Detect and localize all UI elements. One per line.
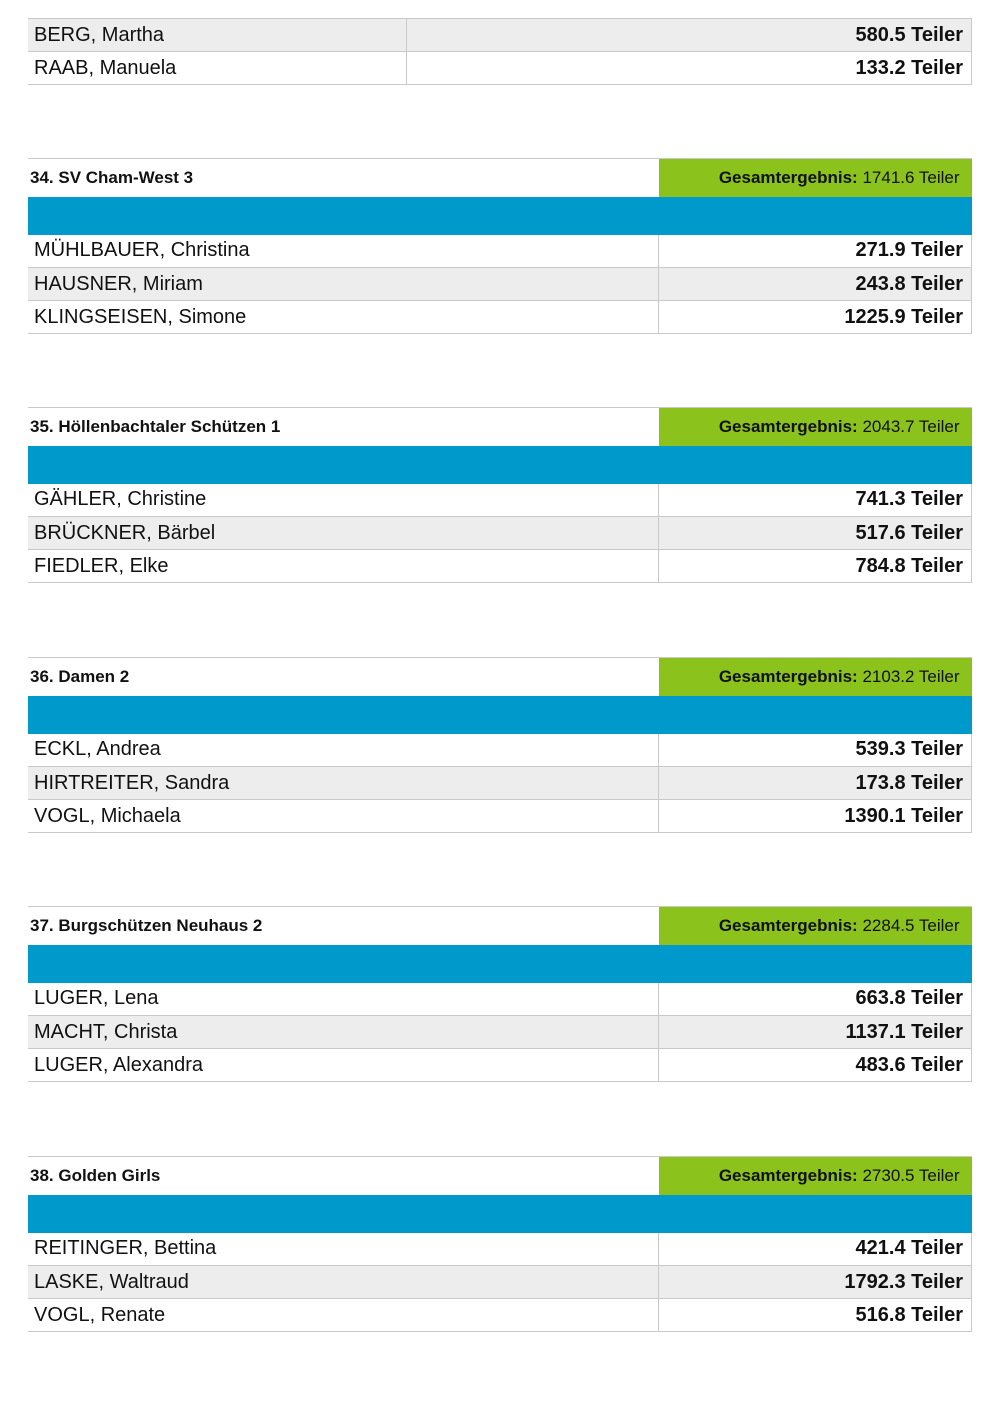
table-row (28, 734, 972, 767)
table-row (28, 983, 972, 1016)
total-label: Gesamtergebnis: (718, 1165, 858, 1185)
table-row (28, 19, 972, 52)
participant-name: BRÜCKNER, Bärbel (28, 517, 659, 550)
team-header (28, 408, 972, 446)
table-row (28, 800, 972, 833)
total-value: 1741.6 Teiler (862, 167, 960, 187)
table-row (28, 484, 972, 517)
participant-score: 539.3 Teiler (659, 734, 972, 767)
participant-score: 580.5 Teiler (406, 19, 972, 52)
participant-score: 243.8 Teiler (659, 268, 972, 301)
participant-name: VOGL, Michaela (28, 800, 659, 833)
table-row (28, 268, 972, 301)
participant-score: 173.8 Teiler (659, 767, 972, 800)
team-table (28, 1156, 972, 1332)
participant-name: MÜHLBAUER, Christina (28, 235, 659, 268)
participant-score: 516.8 Teiler (659, 1299, 972, 1332)
team-color-bar (28, 696, 972, 734)
table-row (28, 550, 972, 583)
participant-name: MACHT, Christa (28, 1016, 659, 1049)
table-row (28, 235, 972, 268)
team-color-bar (28, 446, 972, 484)
table-row (28, 1266, 972, 1299)
table-row (28, 1049, 972, 1082)
team-total (659, 1157, 972, 1195)
team-header (28, 658, 972, 696)
team-header (28, 1157, 972, 1195)
team-title: 35. Höllenbachtaler Schützen 1 (28, 408, 659, 446)
participant-score: 741.3 Teiler (659, 484, 972, 517)
participant-score: 421.4 Teiler (659, 1233, 972, 1266)
total-label: Gesamtergebnis: (718, 666, 858, 686)
team-total (659, 658, 972, 696)
team-color-bar (28, 945, 972, 983)
participant-name: ECKL, Andrea (28, 734, 659, 767)
participant-score: 271.9 Teiler (659, 235, 972, 268)
participant-name: VOGL, Renate (28, 1299, 659, 1332)
team-title: 37. Burgschützen Neuhaus 2 (28, 907, 659, 945)
participant-score: 1225.9 Teiler (659, 301, 972, 334)
team-title: 38. Golden Girls (28, 1157, 659, 1195)
participant-score: 1137.1 Teiler (659, 1016, 972, 1049)
team-total (659, 159, 972, 197)
participant-name: LASKE, Waltraud (28, 1266, 659, 1299)
total-label: Gesamtergebnis: (718, 167, 858, 187)
participant-name: FIEDLER, Elke (28, 550, 659, 583)
participant-score: 784.8 Teiler (659, 550, 972, 583)
team-table (28, 906, 972, 1082)
participant-name: GÄHLER, Christine (28, 484, 659, 517)
participant-score: 1792.3 Teiler (659, 1266, 972, 1299)
participant-name: RAAB, Manuela (28, 52, 406, 85)
table-row (28, 52, 972, 85)
participant-name: BERG, Martha (28, 19, 406, 52)
total-value: 2730.5 Teiler (862, 1165, 960, 1185)
participant-score: 133.2 Teiler (406, 52, 972, 85)
participant-name: KLINGSEISEN, Simone (28, 301, 659, 334)
participant-name: LUGER, Lena (28, 983, 659, 1016)
total-label: Gesamtergebnis: (718, 915, 858, 935)
participant-name: LUGER, Alexandra (28, 1049, 659, 1082)
participant-name: HAUSNER, Miriam (28, 268, 659, 301)
table-row (28, 517, 972, 550)
team-header (28, 159, 972, 197)
table-row (28, 1299, 972, 1332)
participant-score: 517.6 Teiler (659, 517, 972, 550)
team-total (659, 408, 972, 446)
participant-name: REITINGER, Bettina (28, 1233, 659, 1266)
team-table (28, 158, 972, 334)
total-value: 2284.5 Teiler (862, 915, 960, 935)
participant-score: 1390.1 Teiler (659, 800, 972, 833)
table-row (28, 1016, 972, 1049)
team-total (659, 907, 972, 945)
team-header (28, 907, 972, 945)
table-row (28, 767, 972, 800)
team-title: 34. SV Cham-West 3 (28, 159, 659, 197)
table-row (28, 1233, 972, 1266)
participant-score: 663.8 Teiler (659, 983, 972, 1016)
team-title: 36. Damen 2 (28, 658, 659, 696)
total-value: 2103.2 Teiler (862, 666, 960, 686)
team-color-bar (28, 197, 972, 235)
table-row (28, 301, 972, 334)
participant-score: 483.6 Teiler (659, 1049, 972, 1082)
total-label: Gesamtergebnis: (718, 416, 858, 436)
continued-results-table (28, 18, 972, 85)
participant-name: HIRTREITER, Sandra (28, 767, 659, 800)
total-value: 2043.7 Teiler (862, 416, 960, 436)
team-color-bar (28, 1195, 972, 1233)
team-table (28, 657, 972, 833)
team-table (28, 407, 972, 583)
